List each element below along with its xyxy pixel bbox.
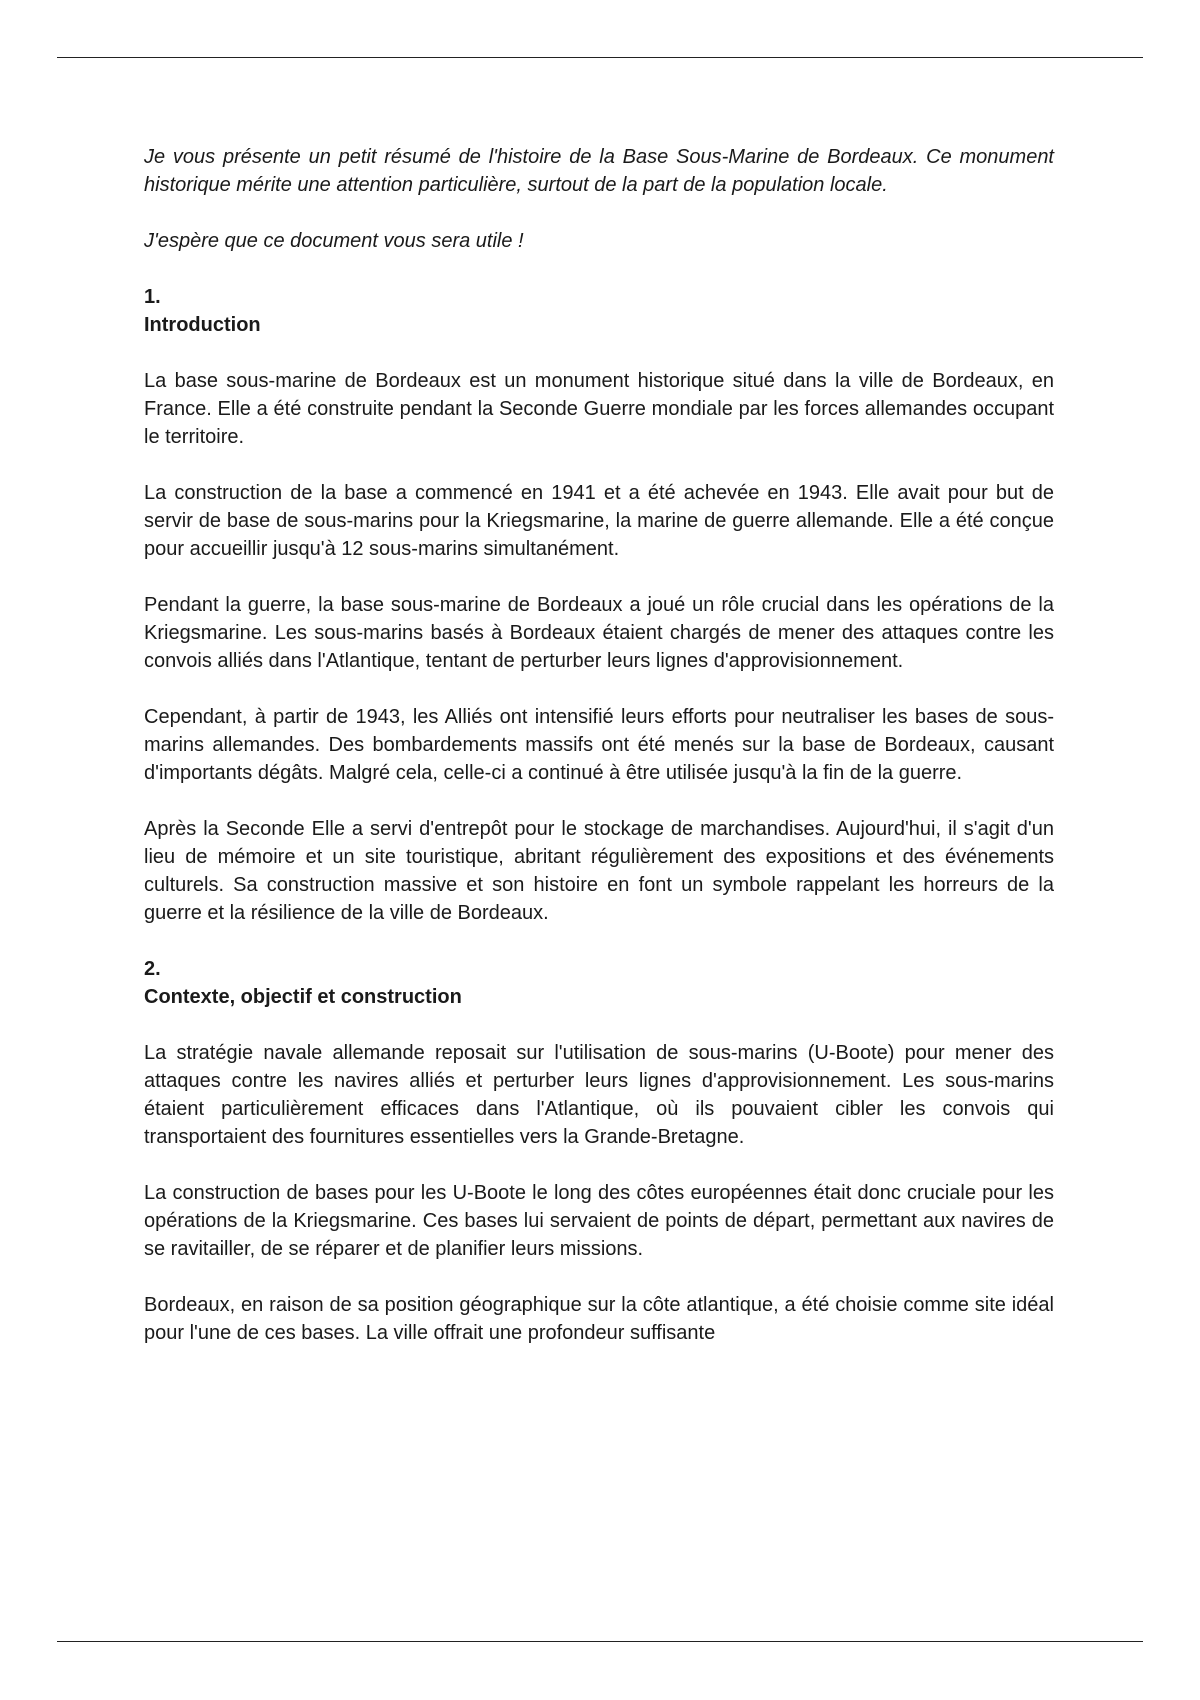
body-paragraph: La construction de la base a commencé en 1941 et a été achevée en 1943. Elle avait pour but de servir de base de sous-marins pour la Kriegsmarine, la marine de guerre allemande. Elle a été conçue pour accueillir jusqu'à 12 sous-marins simultanément.	[144, 482, 1054, 560]
section-heading-1	[144, 283, 1054, 339]
section-number: 2.	[144, 958, 161, 980]
body-paragraph: La construction de bases pour les U-Boote le long des côtes européennes était donc cruciale pour les opérations de la Kriegsmarine. Ces bases lui servaient de points de départ, permettant aux navires de se ravitailler, de se réparer et de planifier leurs missions.	[144, 1182, 1054, 1260]
footer-rule	[57, 1641, 1143, 1642]
body-paragraph: Après la Seconde Elle a servi d'entrepôt pour le stockage de marchandises. Aujourd'hui, il s'agit d'un lieu de mémoire et un site touristique, abritant régulièrement des expositions et des événements culturels. Sa construction massive et son histoire en font un symbole rappelant les horreurs de la guerre et la résilience de la ville de Bordeaux.	[144, 818, 1054, 924]
intro-paragraph: Je vous présente un petit résumé de l'histoire de la Base Sous-Marine de Bordeaux. Ce monument historique mérite une attention particulière, surtout de la part de la population locale.	[144, 146, 1054, 196]
intro-paragraph: J'espère que ce document vous sera utile !	[144, 230, 524, 252]
section-title: Introduction	[144, 314, 261, 336]
body-paragraph: Bordeaux, en raison de sa position géographique sur la côte atlantique, a été choisie comme site idéal pour l'une de ces bases. La ville offrait une profondeur suffisante	[144, 1294, 1054, 1344]
section-title: Contexte, objectif et construction	[144, 986, 462, 1008]
section-number: 1.	[144, 286, 161, 308]
header-rule	[57, 57, 1143, 58]
body-paragraph: La base sous-marine de Bordeaux est un monument historique situé dans la ville de Bordeaux, en France. Elle a été construite pendant la Seconde Guerre mondiale par les forces allemandes occupant le territoire.	[144, 370, 1054, 448]
body-paragraph: Cependant, à partir de 1943, les Alliés ont intensifié leurs efforts pour neutraliser les bases de sous-marins allemandes. Des bombardements massifs ont été menés sur la base de Bordeaux, causant d'importants dégâts. Malgré cela, celle-ci a continué à être utilisée jusqu'à la fin de la guerre.	[144, 706, 1054, 784]
body-paragraph: La stratégie navale allemande reposait sur l'utilisation de sous-marins (U-Boote) pour mener des attaques contre les navires alliés et perturber leurs lignes d'approvisionnement. Les sous-marins étaient particulièrement efficaces dans l'Atlantique, où ils pouvaient cibler les convois qui transportaient des fournitures essentielles vers la Grande-Bretagne.	[144, 1042, 1054, 1148]
document-body	[144, 143, 1054, 1347]
body-paragraph: Pendant la guerre, la base sous-marine de Bordeaux a joué un rôle crucial dans les opérations de la Kriegsmarine. Les sous-marins basés à Bordeaux étaient chargés de mener des attaques contre les convois alliés dans l'Atlantique, tentant de perturber leurs lignes d'approvisionnement.	[144, 594, 1054, 672]
section-heading-2	[144, 955, 1054, 1011]
